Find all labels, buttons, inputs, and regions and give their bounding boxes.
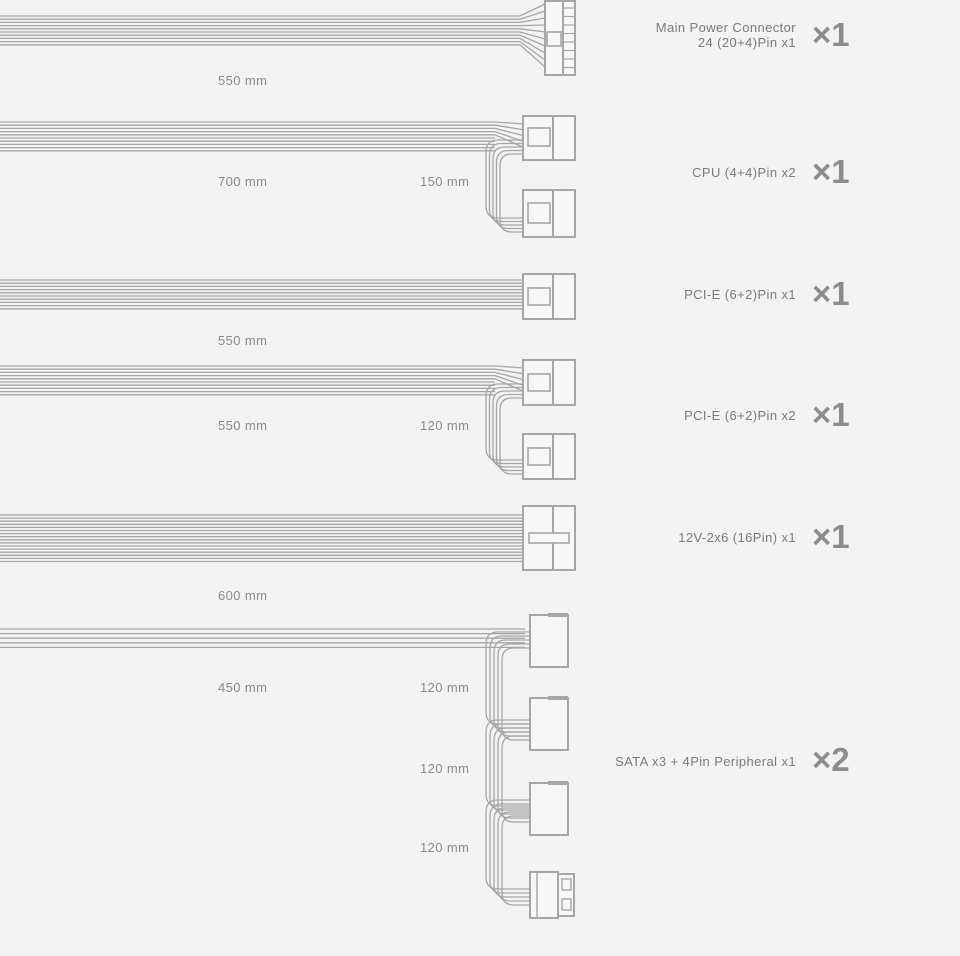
length-label-sata-split-3: 120 mm xyxy=(420,840,470,855)
connector-name-main xyxy=(656,20,796,50)
quantity-cpu: ×1 xyxy=(812,153,850,190)
quantity-12v: ×1 xyxy=(812,518,850,555)
connector-name-sata xyxy=(615,754,796,769)
length-label-pcie2-cable: 550 mm xyxy=(218,418,268,433)
length-label-pcie2-split: 120 mm xyxy=(420,418,470,433)
main-power-connector xyxy=(545,1,575,75)
pcie2-connector-bottom xyxy=(523,434,575,479)
12v-cable xyxy=(0,515,525,562)
connector-name-pcie2-line1: PCI-E (6+2)Pin x2 xyxy=(684,408,796,423)
length-label-12v-cable: 600 mm xyxy=(218,588,268,603)
sata-connector-1 xyxy=(530,613,568,667)
connector-name-12v-line1: 12V-2x6 (16Pin) x1 xyxy=(678,530,796,545)
connector-name-pcie1-line1: PCI-E (6+2)Pin x1 xyxy=(684,287,796,302)
pcie1-cable xyxy=(0,280,525,309)
quantity-pcie2: ×1 xyxy=(812,396,850,433)
12v-connector xyxy=(523,506,575,570)
pcie1-connector xyxy=(523,274,575,319)
connector-name-sata-line1: SATA x3 + 4Pin Peripheral x1 xyxy=(615,754,796,769)
sata-connector-2 xyxy=(530,696,568,750)
length-label-cpu-split: 150 mm xyxy=(420,174,470,189)
connector-name-main-line1: Main Power Connector xyxy=(655,20,796,35)
pcie2-connector-top xyxy=(523,360,575,405)
quantity-pcie1: ×1 xyxy=(812,275,850,312)
quantity-sata: ×2 xyxy=(812,741,850,778)
length-label-sata-cable: 450 mm xyxy=(218,680,268,695)
connector-name-cpu xyxy=(692,165,796,180)
sata-connector-3 xyxy=(530,781,568,835)
connector-name-pcie2 xyxy=(684,408,796,423)
cpu-connector-top xyxy=(523,116,575,160)
main-power-cable xyxy=(0,4,545,67)
cpu-connector-bottom xyxy=(523,190,575,237)
connector-name-cpu-line1: CPU (4+4)Pin x2 xyxy=(692,165,796,180)
length-label-pcie1-cable: 550 mm xyxy=(218,333,268,348)
connector-name-pcie1 xyxy=(684,287,796,302)
molex-connector xyxy=(530,872,574,918)
quantity-main: ×1 xyxy=(812,16,850,53)
connector-name-12v xyxy=(678,530,796,545)
length-label-sata-split-1: 120 mm xyxy=(420,680,470,695)
length-label-main-cable: 550 mm xyxy=(218,73,268,88)
length-label-sata-split-2: 120 mm xyxy=(420,761,470,776)
length-label-cpu-cable: 700 mm xyxy=(218,174,268,189)
connector-name-main-line2: 24 (20+4)Pin x1 xyxy=(697,35,796,50)
